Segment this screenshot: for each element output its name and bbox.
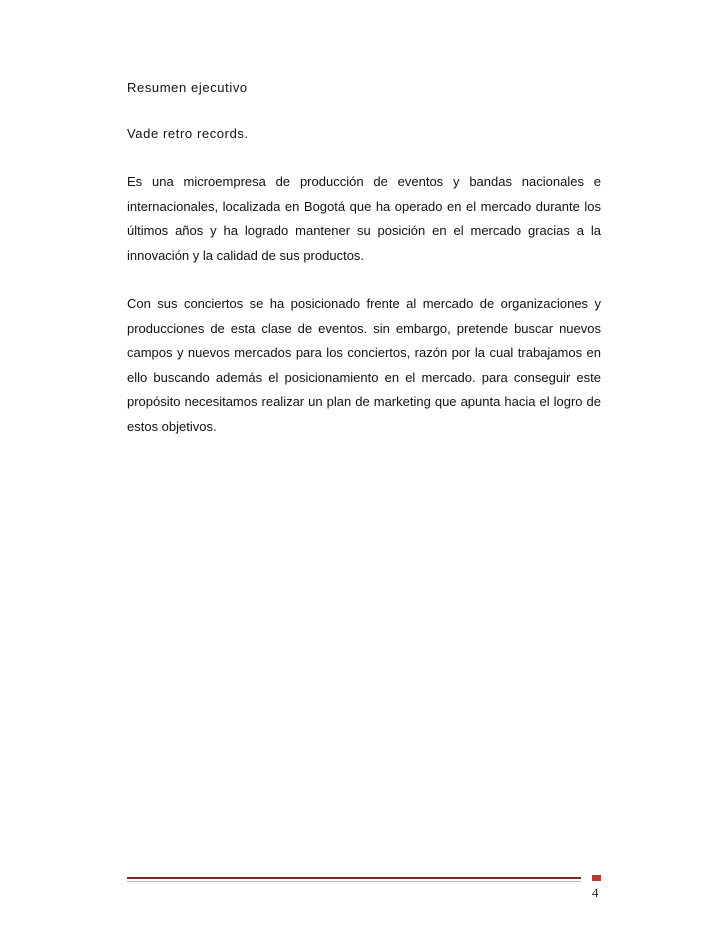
footer-accent-mark-underline (592, 880, 601, 881)
footer-rule (127, 877, 581, 879)
company-name: Vade retro records. (127, 126, 249, 141)
page-title: Resumen ejecutivo (127, 80, 248, 95)
footer-rule-shadow (127, 881, 581, 882)
page-content (127, 80, 601, 439)
paragraph-2: Con sus conciertos se ha posicionado frente al mercado de organizaciones y producciones de esta clase de eventos. sin embargo, pretende buscar nuevos campos y nuevos mercados para los conciertos, razón por la cual trabajamos en ello buscando además el posicionamiento en el mercado. para conseguir este propósito necesitamos realizar un plan de marketing que apunta hacia el logro de estos objetivos. (127, 296, 601, 434)
paragraph-1: Es una microempresa de producción de eventos y bandas nacionales e internacionales, localizada en Bogotá que ha operado en el mercado durante los últimos años y ha logrado mantener su posición en el mercado gracias a la innovación y la calidad de sus productos. (127, 174, 601, 263)
page-number: 4 (592, 885, 599, 900)
